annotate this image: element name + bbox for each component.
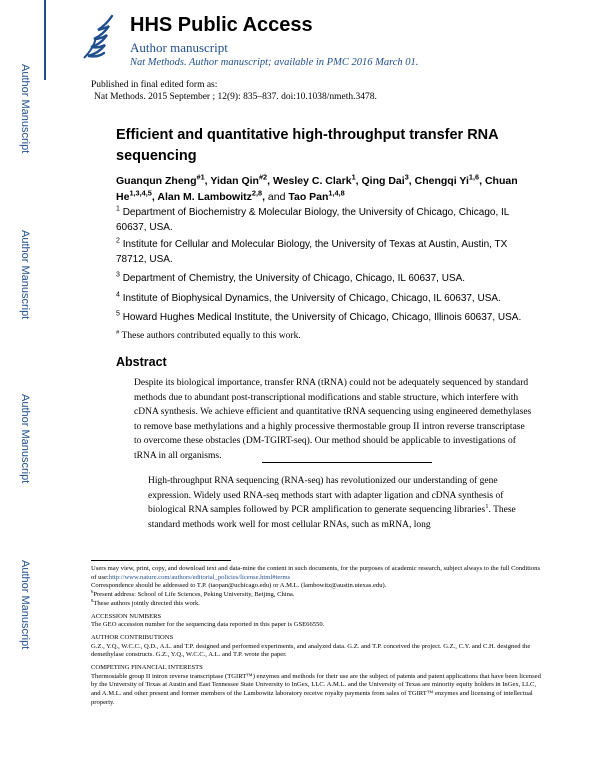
author-manuscript-subtitle: Author manuscript	[130, 40, 228, 55]
journal-availability-line: Nat Methods. Author manuscript; available in PMC 2016 March 01.	[130, 57, 419, 68]
author-affil-sup: #1	[196, 172, 205, 182]
hhs-eagle-logo-icon	[78, 12, 120, 62]
footnotes	[91, 560, 541, 708]
author-name: Chengqi Yi	[414, 175, 469, 187]
contributions-heading: AUTHOR CONTRIBUTIONS	[91, 633, 174, 641]
terms-text: Users may view, print, copy, and download text and data-mine the content in such documents, for the purposes of academic research, subject always to the full Conditions of use:	[91, 565, 541, 581]
accession-text: The GEO accession number for the sequencing data reported in this paper is GSE66550.	[91, 621, 325, 629]
affiliation-number: 1	[116, 205, 120, 213]
author-separator: ,	[355, 175, 362, 187]
equal-contribution-mark: #	[116, 328, 120, 336]
body-intro-text-cont: . These standard methods work well for most cellular RNAs, such as mRNA, long	[148, 505, 516, 531]
author-name: Chuan He	[116, 175, 518, 203]
affiliation	[116, 205, 536, 235]
affiliation-text: Department of Chemistry, the University of Chicago, Chicago, IL 60637, USA.	[122, 273, 466, 284]
affiliation-number: 5	[116, 310, 120, 318]
abstract-text: Despite its biological importance, transfer RNA (tRNA) could not be adequately sequenced by standard methods due to abundant post-transcriptional modifications and stable structure, which interfere with cDNA synthesis. We achieve efficient and quantitative tRNA sequencing using engineered demethylases to remove base methylations and a highly processive thermostable group II intron reverse transcriptase to overcome these obstacles (DM-TGIRT-seq). Our method should be applicable to investigations of tRNA in all organisms.	[134, 378, 532, 461]
citation-line: Nat Methods. 2015 September ; 12(9): 835–837. doi:10.1038/nmeth.3478.	[94, 92, 377, 102]
author-separator: ,	[479, 175, 485, 187]
present-address-note	[91, 588, 541, 600]
author-name: Alan M. Lambowitz	[157, 191, 252, 203]
hhs-public-access-title: HHS Public Access	[130, 14, 313, 36]
side-label-author-manuscript-2: Author Manuscript	[19, 230, 31, 320]
published-in-label: Published in final edited form as:	[91, 80, 218, 90]
joint-direction-mark: 8	[91, 597, 94, 603]
affiliation	[116, 291, 536, 306]
article-title: Efficient and quantitative high-throughput transfer RNA sequencing	[116, 127, 499, 164]
author-affil-sup: 1	[351, 172, 356, 182]
author-name: Qing Dai	[361, 175, 405, 187]
author-separator: ,	[262, 191, 268, 203]
author-affil-sup: 3	[404, 172, 409, 182]
publication-info	[91, 79, 377, 103]
joint-direction-note	[91, 597, 541, 609]
affiliation	[116, 271, 536, 286]
author-separator: ,	[204, 175, 211, 187]
author-affil-sup: 1,6	[468, 172, 480, 182]
side-label-author-manuscript-1: Author Manuscript	[19, 64, 31, 154]
equal-contribution-text: These authors contributed equally to this work.	[121, 331, 301, 341]
competing-interests-text: Thermostable group II intron reverse transcriptase (TGIRT™) enzymes and methods for their use are the subject of patents and patent applications that have been licensed by the University of Texas at Austin and East Tennessee State University to InGex, LLC. A.M.L. and the University of Texas are minority equity holders in InGex, LLC, and A.M.L. and other present and former members of the Lambowitz laboratory receive royalty payments from sales of TGIRT™ enzymes and licensing of intellectual property.	[91, 672, 541, 706]
citation-ref: 1	[485, 503, 489, 511]
author-name: Tao Pan	[288, 191, 329, 203]
affiliation	[116, 310, 536, 325]
author-separator: ,	[408, 175, 415, 187]
equal-contribution-note	[116, 328, 301, 341]
affiliation-number: 4	[116, 291, 120, 299]
terms-link[interactable]: http://www.nature.com/authors/editorial_policies/license.html#terms	[108, 573, 291, 581]
side-label-author-manuscript-3: Author Manuscript	[19, 394, 31, 484]
affiliation-text: Institute of Biophysical Dynamics, the University of Chicago, Chicago, IL 60637, USA.	[122, 293, 501, 304]
header-divider	[44, 0, 46, 80]
correspondence-note: Correspondence should be addressed to T.P. (taopan@uchicago.edu) or A.M.L. (lambowitz@austin.utexas.edu).	[91, 582, 387, 590]
affiliation	[116, 237, 536, 267]
affiliation-text: Institute for Cellular and Molecular Biology, the University of Texas at Austin, Austin, TX 78712, USA.	[116, 239, 508, 265]
author-and: and	[267, 191, 289, 203]
competing-interests-heading: COMPETING FINANCIAL INTERESTS	[91, 664, 203, 672]
author-affil-sup: 2,8	[251, 188, 263, 198]
author-affil-sup: 1,3,4,5	[129, 188, 152, 198]
present-address-text: Present address: School of Life Sciences, Peking University, Beijing, China.	[93, 591, 295, 599]
section-divider	[262, 462, 432, 463]
author-name: Guanqun Zheng	[116, 175, 197, 187]
abstract-heading: Abstract	[116, 355, 167, 369]
author-separator: ,	[151, 191, 158, 203]
body-intro-paragraph	[148, 474, 538, 533]
author-name: Yidan Qin	[210, 175, 259, 187]
author-name: Wesley C. Clark	[272, 175, 352, 187]
body-intro-text: High-throughput RNA sequencing (RNA-seq) has revolutionized our understanding of gene expression. Widely used RNA-seq methods start with adapter ligation and cDNA synthesis of biological RNA samples followed by PCR amplification to generate sequencing libraries	[148, 476, 504, 516]
affiliation-number: 2	[116, 237, 120, 245]
terms-of-use	[91, 565, 541, 582]
author-list	[116, 173, 536, 205]
accession-heading: ACCESSION NUMBERS	[91, 612, 162, 620]
author-affil-sup: #2	[258, 172, 268, 182]
footnote-rule	[91, 560, 231, 561]
joint-direction-text: These authors jointly directed this work.	[93, 599, 200, 607]
affiliation-text: Department of Biochemistry & Molecular Biology, the University of Chicago, Chicago, IL 60637, USA.	[116, 207, 509, 233]
present-address-mark: 6	[91, 588, 94, 594]
author-separator: ,	[267, 175, 273, 187]
affiliation-number: 3	[116, 271, 120, 279]
author-affil-sup: 1,4,8	[328, 188, 345, 198]
contributions-text: G.Z., Y.Q., W.C.C., Q.D., A.L. and T.P. designed and performed experiments, and analyzed data. G.Z. and T.P. conceived the project. G.Z., C.Y. and C.H. designed the demethylase constructs. G.Z., Y.Q., W.C.C., A.L. and T.P. wrote the paper.	[91, 642, 531, 659]
affiliation-text: Howard Hughes Medical Institute, the University of Chicago, Chicago, Illinois 60637, USA.	[122, 312, 522, 323]
side-label-author-manuscript-4: Author Manuscript	[19, 560, 31, 650]
